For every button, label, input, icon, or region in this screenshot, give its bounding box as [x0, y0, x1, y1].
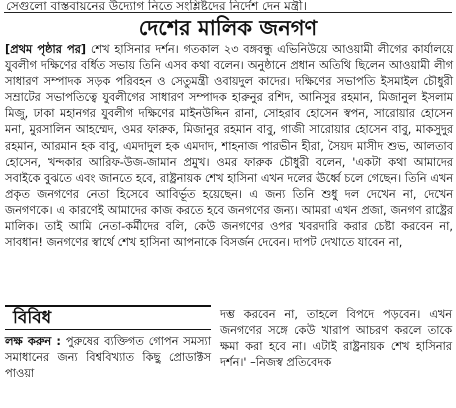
article-continuation: [220, 307, 452, 371]
article-closing-paragraph: দম্ভ করবেন না, তাহলে বিপদে পড়বেন। এখন জনগণের সঙ্গে কেউ খারাপ আচরণ করলে তাকে ক্ষমা করা হবে না। এটাই রাষ্ট্রনায়ক শেখ হাসিনার দর্শন।' –নিজস্ব প্রতিবেদক: [220, 308, 452, 370]
headline-rule: [4, 12, 452, 13]
article-paragraph: [5, 42, 453, 251]
bibidh-header-box: [5, 305, 211, 330]
previous-article-tail: সেগুলো বাস্তবায়নের উদ্যোগ নিতে সংশ্লিষ্টদের নির্দেশ দেন মন্ত্রী।: [6, 0, 307, 13]
bibidh-body: [5, 334, 211, 382]
article-headline: দেশের মালিক জনগণ: [138, 16, 318, 40]
bibidh-keyword: লক্ষ করুন :: [5, 335, 61, 348]
continuation-marker: [প্রথম পৃষ্ঠার পর]: [5, 43, 87, 56]
bibidh-title: বিবিধ: [13, 308, 52, 328]
headline-block: [0, 12, 456, 42]
bottom-section: [0, 305, 456, 408]
article-body: [5, 42, 453, 251]
article-text: শেখ হাসিনার দর্শন। গতকাল ২৩ বঙ্গবন্ধু এভিনিউয়ে আওয়ামী লীগের কার্যালয়ে যুবলীগ দক্ষিণের বর্ধিত সভায় তিনি এসব কথা বলেন। অনুষ্ঠানে প্রধান অতিথি ছিলেন আওয়ামী লীগ সাধারণ সম্পাদক সড়ক পরিবহন ও সেতুমন্ত্রী ওবায়দুল কাদের। দক্ষিণের সভাপতি ইসমাইল চৌধুরী সম্রাটের সভাপতিত্বে যুবলীগের সাধারণ সম্পাদক হারুনুর রশিদ, আনিসুর রহমান, মিজানুল ইসলাম মিজু, ঢাকা মহানগর যুবলীগ দক্ষিণের মাইনউদ্দিন রানা, সোহরাব হোসেন স্বপন, সারোয়ার হোসেন মনা, মুরসালিন আহম্মেদ, ওমর ফারুক, মিজানুর রহমান বাবু, গাজী সারোয়ার হোসেন বাবু, মাকসুদুর রহমান, আরমান হক বাবু, এমদাদুল হক এমদাদ, শাহনাজ পারভীন হীরা, সৈয়দ মাসীদ শুভ, আলতাব হোসেন, খন্দকার আরিফ-উজ-জামান প্রমুখ। ওমর ফারুক চৌধুরী বলেন, 'একটা কথা আমাদের সবাইকে বুঝতে এবং জানতে হবে, রাষ্ট্রনায়ক শেখ হাসিনা এখন দলের ঊর্ধ্বে চলে গেছেন। তিনি এখন প্রকৃত জনগণের নেতা হিসেবে আবির্ভূত হয়েছেন। এ জন্য তিনি শুধু দল দেখেন না, দেখেন জনগণকে। এ কারণেই আমাদের কাজ করতে হবে জনগণের জন্য। আমরা এখন প্রজা, জনগণ রাষ্ট্রের মালিক। তাই আমি নেতা-কর্মীদের বলি, কেউ জনগণের ওপর খবরদারি করার চেষ্টা করবেন না, সাবধান! জনগণের স্বার্থে শেখ হাসিনা আপনাকে বিসর্জন দেবেন। দাপট দেখাতে যাবেন না,: [5, 43, 453, 250]
bibidh-text: পুরুষের ব্যক্তিগত গোপন সমস্যা সমাধানের জন্য বিশ্ববিখ্যাত কিছু প্রোডাক্টস পাওয়া: [5, 335, 211, 380]
